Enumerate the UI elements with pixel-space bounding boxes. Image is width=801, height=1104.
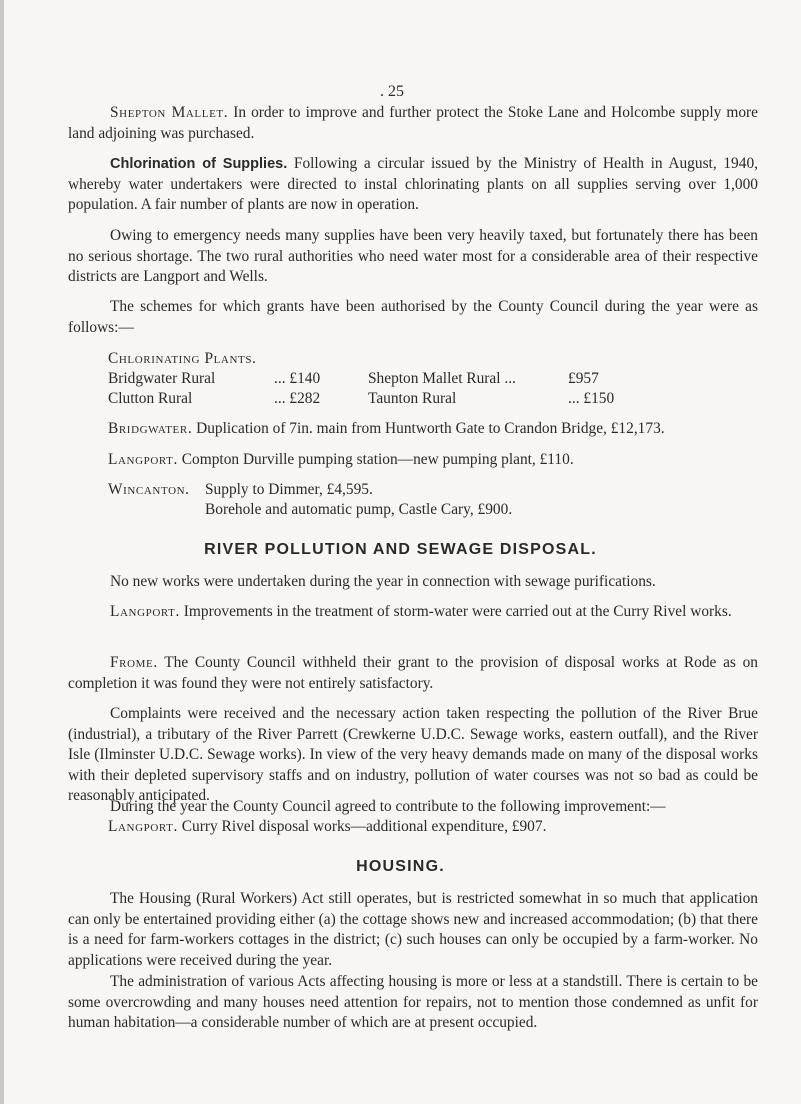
langport-label: Langport. [110, 603, 180, 620]
complaints-paragraph: Complaints were received and the necessary action taken respecting the pollution of the River Brue (industrial), a tributary of the River Parrett (Crewkerne U.D.C. Sewage works, eastern outfall), and the River Isle (Ilminster U.D.C. Sewage works). In view of the very heavy demands made on many of the disposal works with their depleted supervisory staffs and on industry, pollution of water courses was not so bad as could be reasonably anticipated. [68, 705, 758, 804]
langport-expenditure-text: Curry Rivel disposal works—additional expenditure, £907. [181, 818, 547, 835]
emergency-paragraph: Owing to emergency needs many supplies have been very heavily taxed, but fortunately there has been no serious shortage. The two rural authorities who need water most for a considerable area of their respective districts are Langport and Wells. [68, 227, 758, 285]
langport-text: Compton Durville pumping station—new pumping plant, £110. [181, 451, 574, 468]
bridgwater-label: Bridgwater. [108, 420, 193, 437]
wincanton-label: Wincanton. [108, 481, 190, 498]
page-number: . 25 [380, 83, 404, 100]
river-pollution-heading: RIVER POLLUTION AND SEWAGE DISPOSAL. [204, 541, 597, 558]
shepton-paragraph [68, 103, 758, 144]
grant-amount-2: ... £150 [568, 390, 615, 407]
housing-heading: HOUSING. [356, 858, 445, 875]
bridgwater-paragraph [108, 419, 665, 440]
administration-paragraph: The administration of various Acts affecting housing is more or less at a standstill. There is certain to be some overcrowding and many houses need attention for repairs, not to mention those condemned as unfit for human habitation—a considerable number of which are at present occupied. [68, 973, 758, 1031]
chlorinating-plants-heading: Chlorinating Plants. [108, 350, 257, 367]
grant-name-1: Bridgwater Rural [108, 370, 216, 387]
grant-amount-1: ... £282 [274, 390, 321, 407]
chlorination-text: Following a circular issued by the Ministry of Health in August, 1940, whereby water undertakers were directed to instal chlorinating plants on all supplies serving over 1,000 population. A fair number of plants are now in operation. [68, 155, 758, 213]
grant-amount-2: £957 [568, 370, 599, 387]
langport-paragraph [108, 450, 574, 471]
chlorination-paragraph [68, 154, 758, 216]
langport-label: Langport. [108, 818, 178, 835]
no-new-works-paragraph: No new works were undertaken during the year in connection with sewage purifications. [110, 573, 656, 590]
schemes-paragraph: The schemes for which grants have been authorised by the County Council during the year were as follows:— [68, 298, 758, 336]
langport-expenditure-paragraph [108, 817, 546, 838]
bridgwater-text: Duplication of 7in. main from Huntworth Gate to Crandon Bridge, £12,173. [196, 420, 665, 437]
wincanton-line-2: Borehole and automatic pump, Castle Cary, £900. [205, 501, 513, 518]
grant-name-1: Clutton Rural [108, 390, 193, 407]
grant-row [108, 390, 748, 410]
wincanton-line-1: Supply to Dimmer, £4,595. [205, 481, 373, 498]
langport-curry-text: Improvements in the treatment of storm-water were carried out at the Curry Rivel works. [183, 603, 732, 620]
grant-name-2: Shepton Mallet Rural ... [368, 370, 516, 387]
frome-text: The County Council withheld their grant to the provision of disposal works at Rode as on completion it was found they were not entirely satisfactory. [68, 654, 758, 692]
chlorination-label: Chlorination of Supplies. [110, 156, 288, 172]
housing-act-paragraph: The Housing (Rural Workers) Act still operates, but is restricted somewhat in so much that application can only be entertained providing either (a) the cottage shows new and increased accommodation; (b) that there is a need for farm-workers cottages in the district; (c) such houses can only be occupied by a farm-worker. No applications were received during the year. [68, 890, 758, 969]
grant-name-2: Taunton Rural [368, 390, 457, 407]
grant-amount-1: ... £140 [274, 370, 321, 387]
langport-curry-paragraph [68, 602, 758, 623]
frome-paragraph [68, 653, 758, 694]
langport-label: Langport. [108, 451, 178, 468]
grant-row [108, 370, 748, 390]
frome-label: Frome. [110, 654, 158, 671]
shepton-label: Shepton Mallet. [110, 104, 229, 121]
during-year-paragraph: During the year the County Council agreed to contribute to the following improvement:— [110, 798, 666, 815]
shepton-text: In order to improve and further protect the Stoke Lane and Holcombe supply more land adjoining was purchased. [68, 104, 758, 142]
